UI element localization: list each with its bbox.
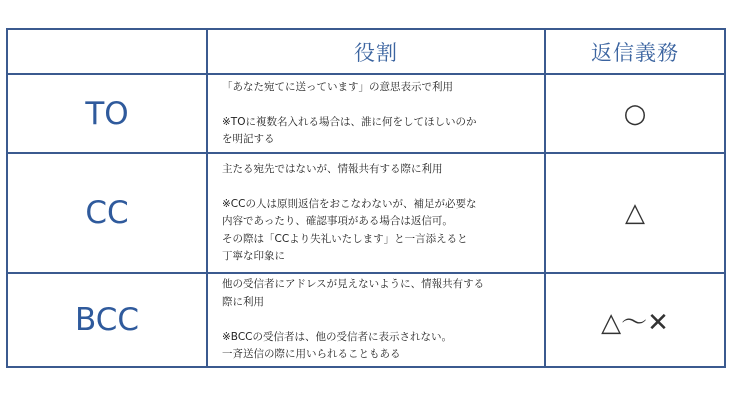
header-reply-obligation: 返信義務 bbox=[545, 29, 725, 74]
row-key-cc: CC bbox=[7, 153, 207, 273]
row-description-cc bbox=[207, 153, 545, 273]
description-line: 他の受信者にアドレスが見えないように、情報共有する bbox=[222, 278, 485, 291]
description-line: 内容であったり、確認事項がある場合は返信可。 bbox=[222, 215, 453, 227]
row-key-to: TO bbox=[7, 74, 207, 153]
description-line: 「あなた宛てに送っています」の意思表示で利用 bbox=[222, 80, 453, 93]
row-reply-mark-cc: △ bbox=[545, 153, 725, 273]
row-description-bcc bbox=[207, 273, 545, 367]
table-row-cc bbox=[7, 153, 725, 273]
table-row-bcc bbox=[7, 273, 725, 367]
row-reply-mark-to: ○ bbox=[545, 74, 725, 153]
description-line: ※CCの人は原則返信をおこなわないが、補足が必要な bbox=[222, 197, 477, 210]
description-line: ※TOに複数名入れる場合は、誰に何をしてほしいのか bbox=[222, 115, 477, 128]
description-line: 丁寧な印象に bbox=[222, 250, 285, 262]
table-row-to bbox=[7, 74, 725, 153]
description-line: 際に利用 bbox=[222, 295, 264, 308]
description-line: その際は「CCより失礼いたします」と一言添えると bbox=[222, 232, 468, 245]
description-line: ※BCCの受信者は、他の受信者に表示されない。 bbox=[222, 330, 452, 343]
row-reply-mark-bcc: △～✕ bbox=[545, 273, 725, 367]
header-role: 役割 bbox=[207, 29, 545, 74]
description-line: 一斉送信の際に用いられることもある bbox=[222, 348, 401, 361]
email-recipient-table bbox=[6, 28, 726, 368]
description-line: 主たる宛先ではないが、情報共有する際に利用 bbox=[222, 162, 443, 175]
row-description-to bbox=[207, 74, 545, 153]
header-key-cell bbox=[7, 29, 207, 74]
header-row bbox=[7, 29, 725, 74]
row-key-bcc: BCC bbox=[7, 273, 207, 367]
description-line: を明記する bbox=[222, 133, 275, 145]
